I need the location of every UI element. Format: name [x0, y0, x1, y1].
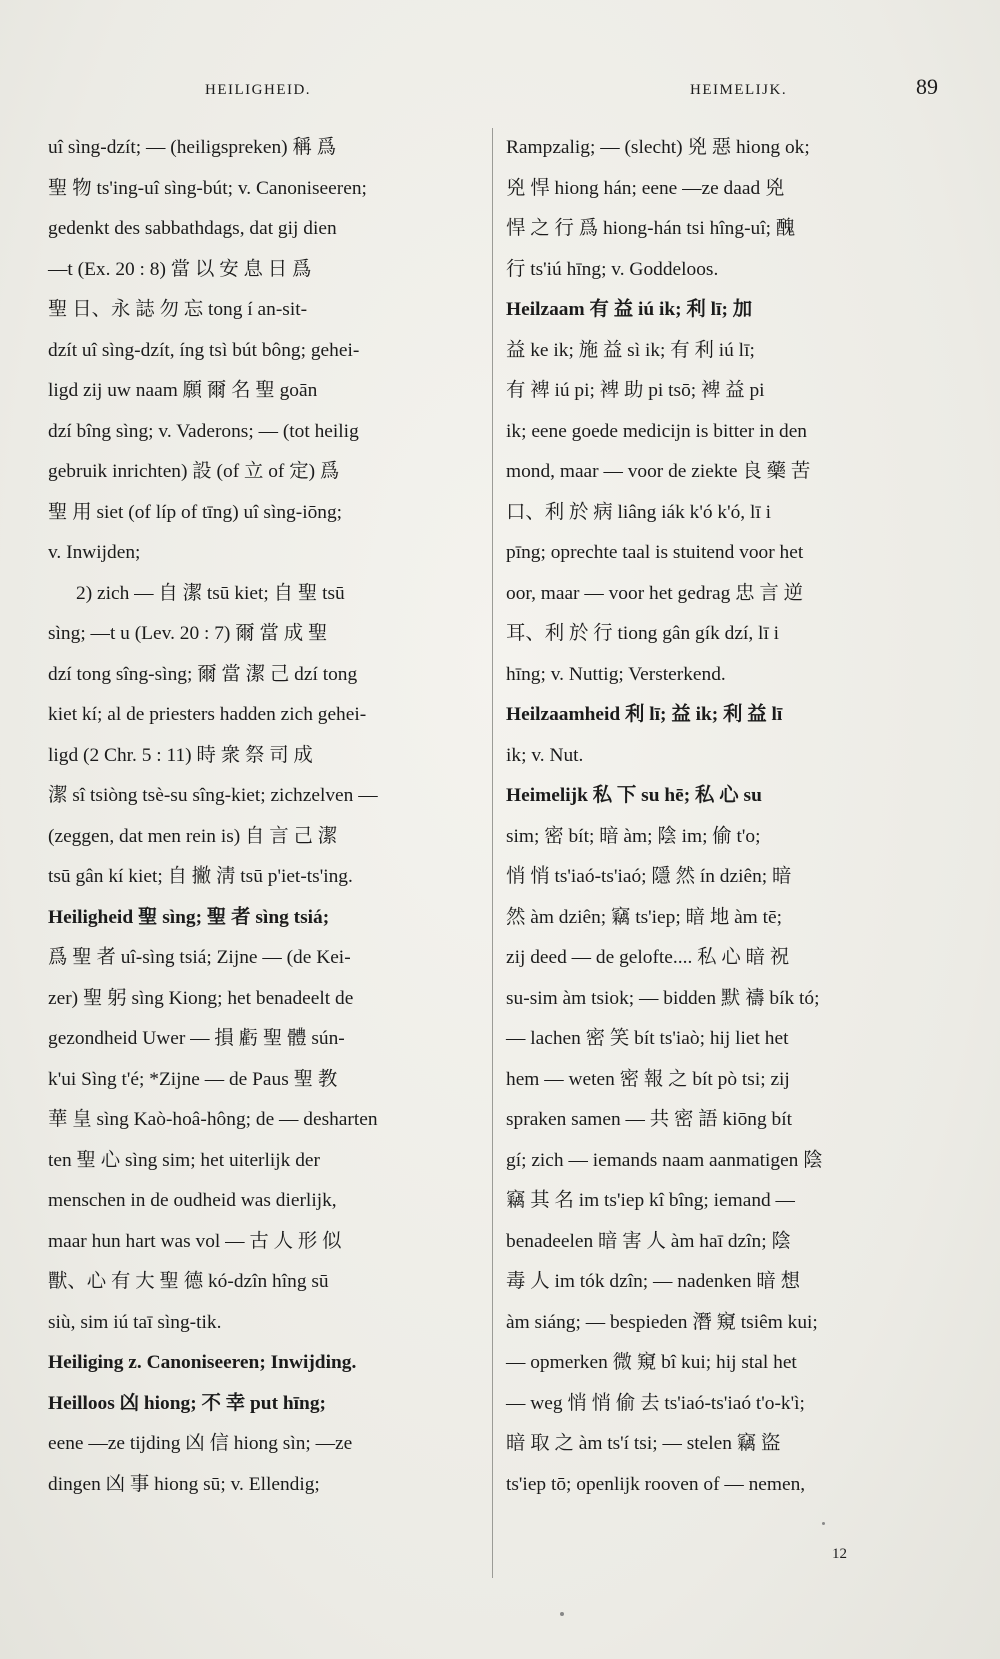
text-line: hīng; v. Nuttig; Versterkend. [506, 663, 726, 685]
paper-speck [822, 1522, 825, 1525]
text-line: ligd zij uw naam 願 爾 名 聖 goān [48, 380, 318, 401]
text-line: uî sìng-dzít; — (heiligspreken) 稱 爲 [48, 137, 337, 158]
text-line: ik; eene goede medicijn is bitter in den [506, 420, 807, 442]
text-line: ligd (2 Chr. 5 : 11) 時 衆 祭 司 成 [48, 744, 313, 766]
text-line: dzí bîng sìng; v. Vaderons; — (tot heilig [48, 420, 359, 442]
text-line: 竊 其 名 im ts'iep kî bîng; iemand — [506, 1190, 795, 1211]
text-line: 華 皇 sìng Kaò-hoâ-hông; de — desharten [48, 1109, 378, 1130]
text-line: gebruik inrichten) 設 (of 立 of 定) 爲 [48, 461, 340, 482]
text-line: Heimelijk 私 下 su hē; 私 心 su [506, 785, 762, 806]
text-line: hem — weten 密 報 之 bít pò tsi; zij [506, 1068, 790, 1090]
text-line: gí; zich — iemands naam aanmatigen 陰 [506, 1149, 823, 1171]
text-line: ten 聖 心 sìng sim; het uiterlijk der [48, 1149, 320, 1171]
text-line: pīng; oprechte taal is stuitend voor het [506, 542, 804, 563]
text-line: dzí tong sîng-sìng; 爾 當 潔 己 dzí tong [48, 663, 358, 685]
text-line: mond, maar — voor de ziekte 良 藥 苦 [506, 461, 811, 482]
text-line: 行 ts'iú hīng; v. Goddeloos. [506, 258, 719, 280]
text-line: gezondheid Uwer — 損 虧 聖 體 sún- [48, 1028, 345, 1049]
text-line: 聖 日、永 誌 勿 忘 tong í an-sit- [48, 299, 308, 320]
text-line: 獸、心 有 大 聖 德 kó-dzîn hîng sū [48, 1271, 329, 1292]
running-head-left: HEILIGHEID. [205, 82, 312, 98]
text-line: oor, maar — voor het gedrag 忠 言 逆 [506, 582, 804, 604]
text-line: eene —ze tijding 凶 信 hiong sìn; —ze [48, 1433, 353, 1454]
text-line: 聖 用 siet (of líp of tīng) uî sìng-iōng; [48, 501, 343, 523]
text-line: Heiliging z. Canoniseeren; Inwijding. [48, 1352, 357, 1373]
text-line: kiet kí; al de priesters hadden zich gehei- [48, 704, 367, 725]
text-line: 益 ke ik; 施 益 sì ik; 有 利 iú lī; [506, 339, 755, 361]
text-line: 然 àm dziên; 竊 ts'iep; 暗 地 àm tē; [506, 906, 782, 928]
text-line: — weg 悄 悄 偷 去 ts'iaó-ts'iaó t'o-k'ì; [506, 1392, 805, 1414]
text-line: 口、利 於 病 liâng iák k'ó k'ó, lī i [506, 501, 771, 523]
text-line: siù, sim iú taī sìng-tik. [48, 1311, 222, 1333]
text-line: 暗 取 之 àm ts'í tsi; — stelen 竊 盜 [506, 1433, 781, 1454]
running-head-right: HEIMELIJK. [690, 82, 788, 98]
text-line: sim; 密 bít; 暗 àm; 陰 im; 偷 t'o; [506, 825, 761, 847]
text-line: 2) zich — 自 潔 tsū kiet; 自 聖 tsū [76, 582, 345, 604]
text-line: benadeelen 暗 害 人 àm haī dzîn; 陰 [506, 1230, 791, 1252]
left-column [48, 128, 478, 1505]
text-line: àm siáng; — bespieden 潛 窺 tsiêm kui; [506, 1311, 818, 1333]
text-line: 耳、利 於 行 tiong gân gík dzí, lī i [506, 623, 780, 644]
text-line: — lachen 密 笑 bít ts'iaò; hij liet het [506, 1028, 789, 1049]
printer-signature: 12 [832, 1546, 847, 1562]
text-line: ik; v. Nut. [506, 744, 584, 766]
text-line: Heilzaamheid 利 lī; 益 ik; 利 益 lī [506, 704, 783, 725]
text-line: maar hun hart was vol — 古 人 形 似 [48, 1230, 342, 1252]
text-line: gedenkt des sabbathdags, dat gij dien [48, 218, 337, 239]
text-line: dingen 凶 事 hiong sū; v. Ellendig; [48, 1473, 320, 1495]
text-line: 悍 之 行 爲 hiong-hán tsi hîng-uî; 醜 [506, 218, 796, 239]
text-line: zer) 聖 躬 sìng Kiong; het benadeelt de [48, 987, 354, 1009]
text-line: sìng; —t u (Lev. 20 : 7) 爾 當 成 聖 [48, 623, 328, 644]
paper-speck [560, 1612, 564, 1616]
text-line: 兇 悍 hiong hán; eene —ze daad 兇 [506, 177, 785, 199]
text-line: 悄 悄 ts'iaó-ts'iaó; 隱 然 ín dziên; 暗 [506, 866, 792, 887]
text-line: Rampzalig; — (slecht) 兇 惡 hiong ok; [506, 137, 810, 158]
text-line: tsū gân kí kiet; 自 撇 淸 tsū p'iet-ts'ing. [48, 866, 353, 887]
text-line: zij deed — de gelofte.... 私 心 暗 祝 [506, 947, 790, 968]
text-line: 有 裨 iú pi; 裨 助 pi tsō; 裨 益 pi [506, 380, 765, 401]
right-column [506, 128, 938, 1505]
text-line: dzít uî sìng-dzít, íng tsì bút bông; gehei- [48, 339, 360, 361]
text-line: 聖 物 ts'ing-uî sìng-bút; v. Canoniseeren; [48, 177, 367, 199]
text-line: su-sim àm tsiok; — bidden 默 禱 bík tó; [506, 987, 820, 1009]
text-line: 爲 聖 者 uî-sìng tsiá; Zijne — (de Kei- [48, 947, 351, 968]
text-line: spraken samen — 共 密 語 kiōng bít [506, 1109, 792, 1130]
text-line: k'ui Sìng t'é; *Zijne — de Paus 聖 教 [48, 1068, 338, 1090]
text-line: (zeggen, dat men rein is) 自 言 己 潔 [48, 825, 338, 847]
text-line: — opmerken 微 窺 bî kui; hij stal het [506, 1352, 797, 1373]
column-divider [492, 128, 493, 1578]
text-line: Heilzaam 有 益 iú ik; 利 lī; 加 [506, 299, 753, 320]
text-line: Heiligheid 聖 sìng; 聖 者 sìng tsiá; [48, 906, 330, 928]
text-line: menschen in de oudheid was dierlijk, [48, 1190, 337, 1211]
text-line: 潔 sî tsiòng tsè-su sîng-kiet; zichzelven — [48, 785, 378, 806]
text-line: ts'iep tō; openlijk rooven of — nemen, [506, 1473, 806, 1495]
text-line: —t (Ex. 20 : 8) 當 以 安 息 日 爲 [48, 258, 312, 280]
page-number: 89 [916, 74, 938, 99]
text-line: v. Inwijden; [48, 542, 141, 563]
text-line: 毒 人 im tók dzîn; — nadenken 暗 想 [506, 1271, 801, 1292]
text-line: Heilloos 凶 hiong; 不 幸 put hīng; [48, 1392, 326, 1414]
